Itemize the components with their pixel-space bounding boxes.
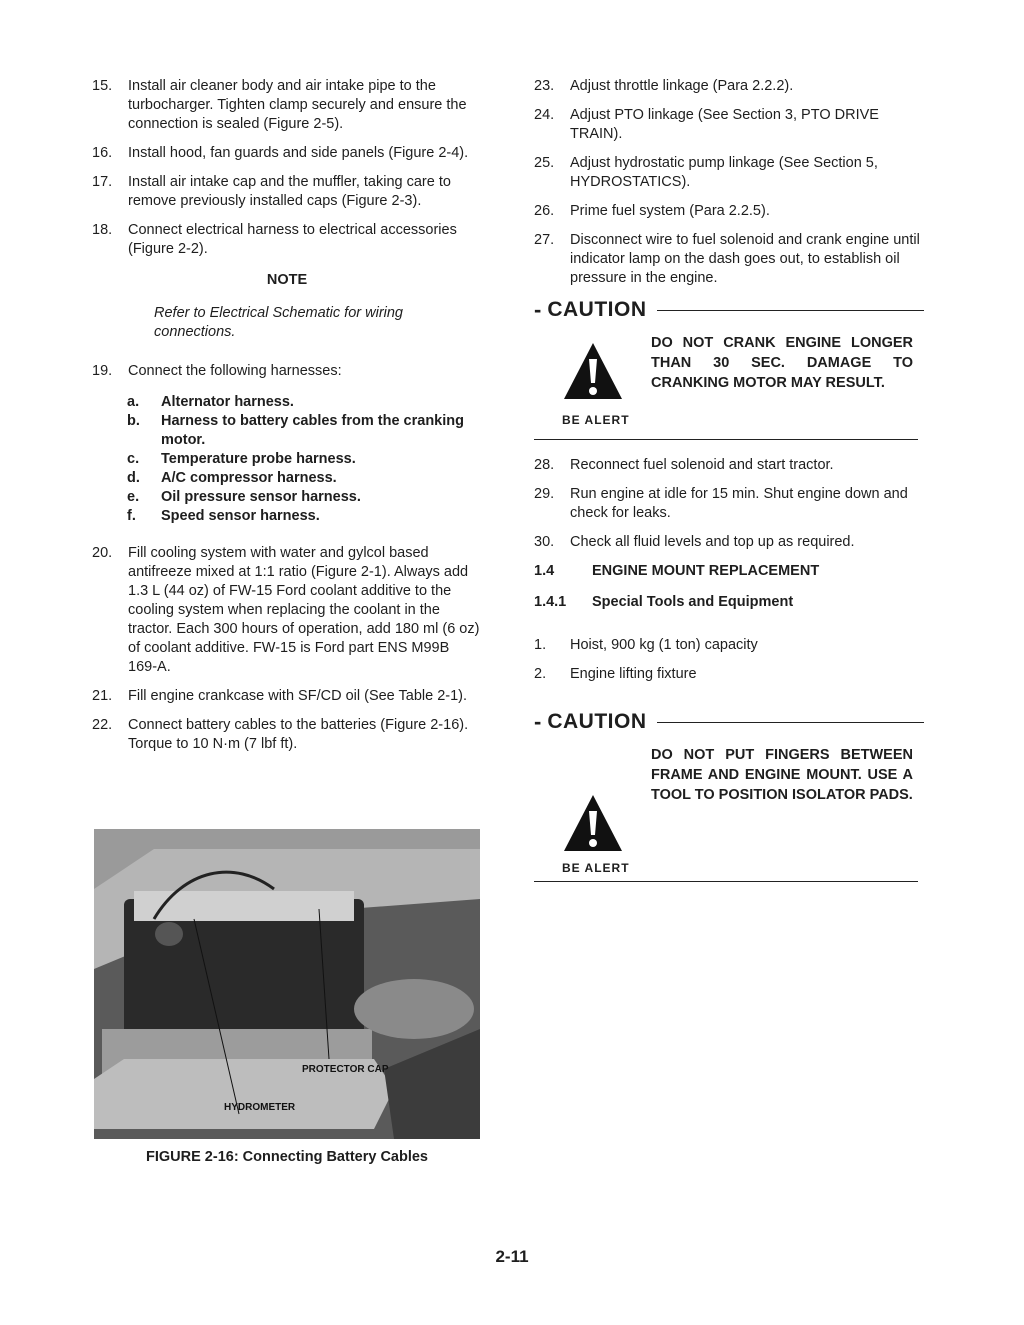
list-item [127,488,482,507]
step-21 [92,687,482,706]
step-text: Connect electrical harness to electrical accessories (Figure 2-2). [128,222,457,257]
step-number: 21. [92,688,113,704]
step-number: 19. [92,363,113,379]
step-17 [92,173,482,211]
list-text: Oil pressure sensor harness. [161,489,361,505]
step-text: Adjust hydrostatic pump linkage (See Section 5, HYDROSTATICS). [570,155,878,190]
caution-dash: - [534,709,542,734]
hydrometer-label: HYDROMETER [224,1102,296,1113]
page-number: 2-11 [495,1247,529,1266]
caution-header [534,709,924,734]
step-24 [534,106,924,144]
section-title: ENGINE MOUNT REPLACEMENT [592,563,820,579]
step-15 [92,77,482,134]
step-text: Adjust PTO linkage (See Section 3, PTO DRIVE TRAIN). [570,107,879,142]
step-number: 20. [92,545,113,561]
caution-rule [657,310,925,311]
step-16 [92,144,482,163]
step-22 [92,716,482,754]
step-25 [534,154,924,192]
step-text: Fill engine crankcase with SF/CD oil (See Table 2-1). [128,688,468,704]
list-letter: a. [127,394,140,410]
warning-triangle-icon [562,341,624,401]
list-text: Speed sensor harness. [161,508,320,524]
tool-1 [534,636,924,655]
step-text: Hoist, 900 kg (1 ton) capacity [570,637,758,653]
step-text: Engine lifting fixture [570,666,697,682]
caution-title: CAUTION [547,710,647,733]
step-number: 17. [92,174,113,190]
step-number: 15. [92,78,113,94]
step-text: Prime fuel system (Para 2.2.5). [570,203,770,219]
caution-box-crank [534,297,924,440]
step-number: 26. [534,203,555,219]
step-23 [534,77,924,96]
list-letter: f. [127,508,136,524]
step-text: Fill cooling system with water and gylcol based antifreeze mixed at 1:1 ratio (Figure 2-1). Always add 1.3 L (44 oz) of FW-15 Ford coolant additive to the cooling system when replacing the coolant in the tractor. Each 300 hours of operation, add 180 ml (6 oz) of coolant additive. FW-15 is Ford part ENS M99B 169-A. [128,545,480,675]
step-text: Install air intake cap and the muffler, taking care to remove previously installed caps (Figure 2-3). [128,174,451,209]
step-number: 1. [534,637,547,653]
step-number: 27. [534,232,555,248]
left-column [92,77,482,764]
list-text: Temperature probe harness. [161,451,356,467]
section-heading [534,562,924,581]
caution-dash: - [534,297,542,322]
step-number: 24. [534,107,555,123]
step-number: 2. [534,666,547,682]
step-number: 29. [534,486,555,502]
step-number: 22. [92,717,113,733]
battery-photo [94,829,480,1139]
caution-box-fingers [534,709,924,882]
section-number: 1.4 [534,563,555,579]
subsection-title: Special Tools and Equipment [592,594,794,610]
step-20 [92,544,482,677]
caution-text: DO NOT PUT FINGERS BETWEEN FRAME AND ENGINE MOUNT. USE A TOOL TO POSITION ISOLATOR PADS. [651,747,913,803]
subsection-number: 1.4.1 [534,594,567,610]
step-number: 25. [534,155,555,171]
step-text: Adjust throttle linkage (Para 2.2.2). [570,78,794,94]
harness-list [127,393,482,526]
step-text: Run engine at idle for 15 min. Shut engine down and check for leaks. [570,486,908,521]
caution-body [534,731,924,881]
step-number: 18. [92,222,113,238]
list-letter: b. [127,413,140,429]
step-26 [534,202,924,221]
step-29 [534,485,924,523]
step-number: 23. [534,78,555,94]
note-body: Refer to Electrical Schematic for wiring connections. [154,305,403,340]
step-number: 28. [534,457,555,473]
step-18 [92,221,482,259]
caution-bottom-rule [534,439,918,440]
step-text: Install hood, fan guards and side panels (Figure 2-4). [128,145,469,161]
list-text: Alternator harness. [161,394,294,410]
list-item [127,507,482,526]
step-text: Disconnect wire to fuel solenoid and crank engine until indicator lamp on the dash goes out, to establish oil pressure in the engine. [570,232,920,286]
list-letter: d. [127,470,140,486]
list-item [127,393,482,412]
list-item [127,412,482,450]
step-number: 16. [92,145,113,161]
step-30 [534,533,924,552]
caution-rule [657,722,925,723]
battery-photo-illustration [94,829,480,1139]
step-text: Connect battery cables to the batteries (Figure 2-16). Torque to 10 N·m (7 lbf ft). [128,717,469,752]
list-text: Harness to battery cables from the cranking motor. [161,413,464,448]
subsection-heading [534,593,924,612]
caution-title: CAUTION [547,298,647,321]
list-letter: e. [127,489,140,505]
warning-triangle-icon [562,793,624,853]
caution-bottom-rule [534,881,918,882]
list-text: A/C compressor harness. [161,470,337,486]
step-text: Reconnect fuel solenoid and start tractor. [570,457,834,473]
right-column [534,77,924,882]
step-number: 30. [534,534,555,550]
note-heading: NOTE [266,272,308,288]
step-27 [534,231,924,288]
list-item [127,450,482,469]
figure-caption: FIGURE 2-16: Connecting Battery Cables [146,1149,428,1165]
caution-body [534,319,924,439]
be-alert-label: BE ALERT [562,413,630,427]
list-item [127,469,482,488]
step-19 [92,362,482,381]
caution-header [534,297,924,322]
step-text: Install air cleaner body and air intake pipe to the turbocharger. Tighten clamp securely and ensure the connection is sealed (Figure 2-5). [128,78,467,132]
caution-text: DO NOT CRANK ENGINE LONGER THAN 30 SEC. DAMAGE TO CRANKING MOTOR MAY RESULT. [651,335,913,391]
list-letter: c. [127,451,140,467]
step-text: Connect the following harnesses: [128,363,342,379]
step-text: Check all fluid levels and top up as required. [570,534,855,550]
protector-cap-label: PROTECTOR CAP [302,1064,389,1075]
step-28 [534,456,924,475]
tool-2 [534,665,924,684]
be-alert-label: BE ALERT [562,861,630,875]
